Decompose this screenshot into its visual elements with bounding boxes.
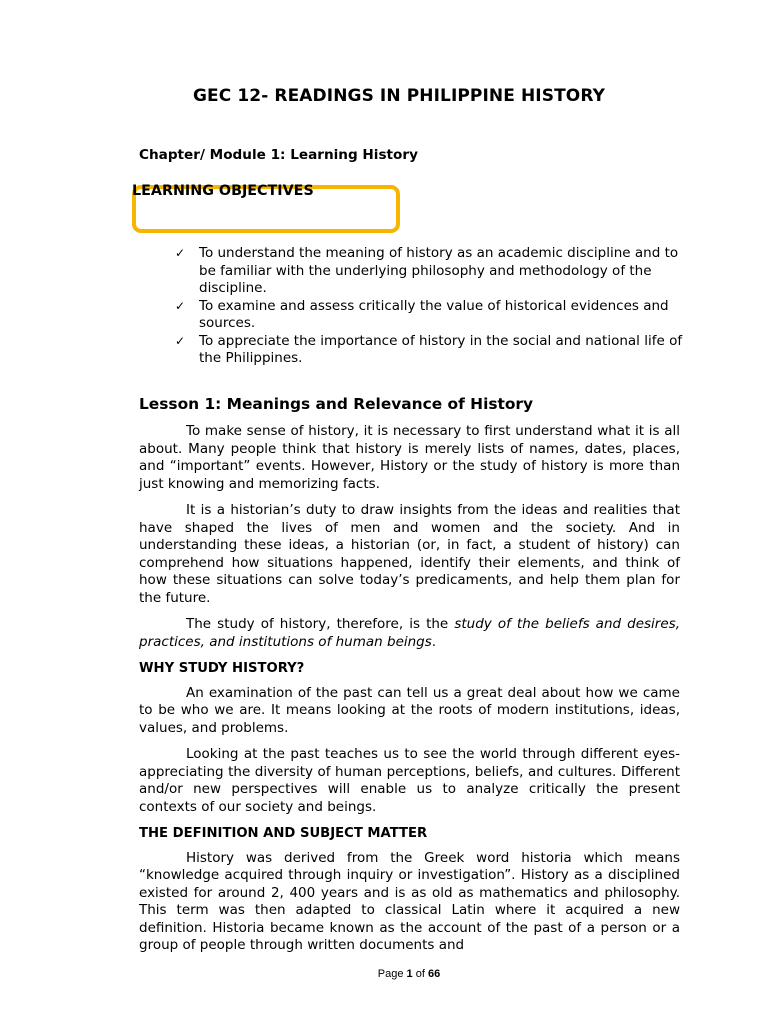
checkmark-icon: ✓ [175, 333, 186, 348]
definition-heading: THE DEFINITION AND SUBJECT MATTER [139, 826, 428, 841]
lesson-body [139, 423, 680, 964]
page-footer [0, 968, 768, 980]
definition-paragraph: History was derived from the Greek word historia which means “knowledge acquired through inquiry or investigation”. History as a disciplined existed for around 2, 400 years and is as old as mathematics and philosophy. This term was then adapted to classical Latin where it acquired a new definition. Historia became known as the account of the past of a person or a group of people through written documents and [139, 849, 680, 953]
objective-item [174, 298, 694, 333]
chapter-heading: Chapter/ Module 1: Learning History [139, 147, 418, 163]
lesson-paragraph: To make sense of history, it is necessary to first understand what it is all about. Many people think that history is merely lists of names, dates, places, and “important” events. However, History or the study of history is more than just knowing and memorizing facts. [139, 423, 680, 492]
objective-text: To understand the meaning of history as an academic discipline and to be familiar with the underlying philosophy and methodology of the discipline. [199, 245, 679, 296]
checkmark-icon: ✓ [175, 246, 186, 260]
checkmark-icon: ✓ [175, 298, 186, 313]
objective-text: To appreciate the importance of history in the social and national life of the Philippines. [199, 332, 683, 366]
document-title: GEC 12- READINGS IN PHILIPPINE HISTORY [193, 86, 605, 106]
lesson-paragraph: It is a historian’s duty to draw insights from the ideas and realities that have shaped the lives of men and women and the society. And in understanding these ideas, a historian (or, in fact, a student of history) can comprehend how situations happened, identify their elements, and think of how these situations can solve today’s predicaments, and help them plan for the future. [139, 502, 680, 606]
page-prefix: Page [377, 968, 407, 980]
lesson-paragraph [139, 616, 680, 651]
lesson-title: Lesson 1: Meanings and Relevance of History [139, 395, 534, 413]
paragraph-lead: The study of history, therefore, is the [186, 616, 455, 632]
emphasis-text: study of the beliefs and desires, practices, and institutions of human beings [139, 616, 680, 650]
why-paragraph: Looking at the past teaches us to see the world through different eyes- appreciating the diversity of human perceptions, beliefs, and cultures. Different and/or new perspectives will enable us to analyze critically the present contexts of our society and beings. [139, 746, 680, 815]
why-paragraph: An examination of the past can tell us a great deal about how we came to be who we are. It means looking at the roots of modern institutions, ideas, values, and problems. [139, 684, 680, 736]
objective-text: To examine and assess critically the value of historical evidences and sources. [199, 297, 669, 331]
objectives-list [174, 245, 694, 368]
objectives-heading: LEARNING OBJECTIVES [132, 183, 314, 199]
objective-item [174, 245, 694, 298]
why-study-heading: WHY STUDY HISTORY? [139, 661, 305, 676]
paragraph-end: . [431, 633, 437, 650]
page-current: 1 [406, 968, 413, 980]
objective-item [174, 333, 694, 368]
page-total: 66 [427, 968, 441, 980]
page-middle: of [412, 968, 428, 980]
